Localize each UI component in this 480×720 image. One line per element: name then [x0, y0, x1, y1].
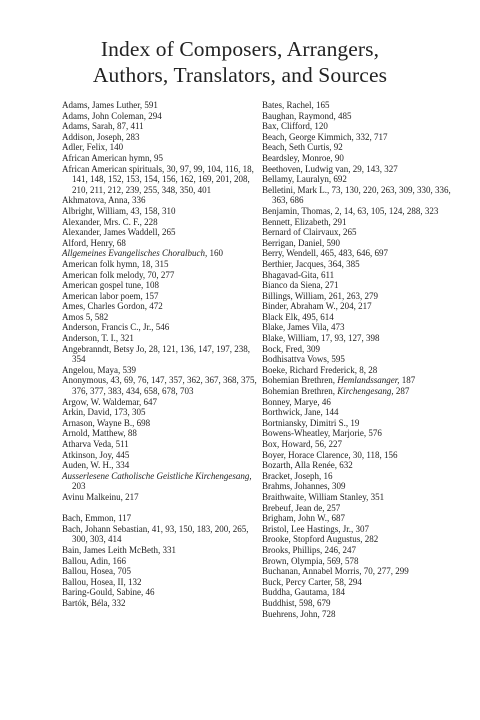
index-entry [262, 534, 460, 545]
entry-text: 287 [393, 386, 410, 397]
index-entry [262, 174, 460, 185]
index-entry [62, 556, 260, 567]
entry-text: American gospel tune, 108 [62, 280, 159, 291]
index-entry [262, 407, 460, 418]
index-entry [62, 312, 260, 323]
index-entry [262, 270, 460, 281]
entry-text: Binder, Abraham W., 204, 217 [262, 301, 372, 312]
entry-text: Brigham, John W., 687 [262, 513, 346, 524]
entry-text: Brebeuf, Jean de, 257 [262, 502, 341, 513]
index-entry [262, 365, 460, 376]
index-entry [62, 100, 260, 111]
index-entry [62, 492, 260, 503]
entry-text: Billings, William, 261, 263, 279 [262, 290, 378, 301]
entry-text: Buehrens, John, 728 [262, 608, 336, 619]
index-entry [62, 407, 260, 418]
entry-text: Adler, Felix, 140 [62, 142, 124, 153]
index-entry [262, 301, 460, 312]
index-entry [62, 195, 260, 206]
entry-text: Borthwick, Jane, 144 [262, 407, 339, 418]
index-entry [62, 577, 260, 588]
index-entry [62, 153, 260, 164]
index-entry [262, 280, 460, 291]
entry-text: Bain, James Leith McBeth, 331 [62, 544, 176, 555]
index-entry [262, 513, 460, 524]
entry-text: American folk melody, 70, 277 [62, 269, 175, 280]
index-entry [262, 375, 460, 386]
entry-text: Buddhist, 598, 679 [262, 597, 331, 608]
title-line-1: Index of Composers, Arrangers, [100, 37, 380, 61]
entry-text: Bartók, Béla, 332 [62, 597, 126, 608]
entry-text: Berthier, Jacques, 364, 385 [262, 258, 360, 269]
entry-text: Arnason, Wayne B., 698 [62, 417, 151, 428]
entry-text: American folk hymn, 18, 315 [62, 258, 169, 269]
index-entry [62, 439, 260, 450]
entry-text: Anonymous, 43, 69, 76, 147, 357, 362, 367, 368, 375, 376, 377, 383, 434, 658, 678, 703 [62, 375, 257, 397]
title-line-2: Authors, Translators, and Sources [92, 63, 388, 87]
entry-text: Buddha, Gautama, 184 [262, 587, 345, 598]
entry-text: Beethoven, Ludwig van, 29, 143, 327 [262, 163, 398, 174]
entry-text: Ballou, Adin, 166 [62, 555, 127, 566]
entry-text: Buchanan, Annabel Morris, 70, 277, 299 [262, 566, 409, 577]
index-entry [62, 450, 260, 461]
index-entry [262, 132, 460, 143]
entry-text: Ballou, Hosea, 705 [62, 566, 131, 577]
entry-text: Ames, Charles Gordon, 472 [62, 301, 163, 312]
entry-text: Arnold, Matthew, 88 [62, 428, 137, 439]
entry-text: Alexander, Mrs. C. F., 228 [62, 216, 158, 227]
index-entry [262, 556, 460, 567]
index-entry [62, 344, 260, 365]
index-entry [262, 386, 460, 397]
index-entry [62, 524, 260, 545]
index-entry [262, 142, 460, 153]
entry-text: Adams, John Coleman, 294 [62, 110, 162, 121]
entry-text: Bohemian Brethren, [262, 386, 338, 397]
index-column-right [262, 100, 460, 619]
entry-text: Bach, Johann Sebastian, 41, 93, 150, 183, 200, 265, 300, 303, 414 [62, 523, 249, 545]
index-entry [262, 153, 460, 164]
entry-text: Alford, Henry, 68 [62, 237, 126, 248]
index-entry [262, 322, 460, 333]
index-entry [62, 428, 260, 439]
entry-text: Braithwaite, William Stanley, 351 [262, 491, 385, 502]
index-entry [62, 280, 260, 291]
entry-text: Bellamy, Lauralyn, 692 [262, 174, 347, 185]
entry-text: Bernard of Clairvaux, 265 [262, 227, 357, 238]
index-entry [62, 132, 260, 143]
entry-text: Beach, George Kimmich, 332, 717 [262, 131, 388, 142]
index-entry [62, 121, 260, 132]
entry-text: Albright, William, 43, 158, 310 [62, 205, 176, 216]
index-entry [62, 142, 260, 153]
entry-source-title: Kirchengesang, [337, 386, 394, 397]
entry-text: 187 [399, 375, 416, 386]
entry-text: Boyer, Horace Clarence, 30, 118, 156 [262, 449, 398, 460]
index-entry [262, 111, 460, 122]
index-entry [262, 238, 460, 249]
index-entry [262, 471, 460, 482]
entry-text: Arkin, David, 173, 305 [62, 407, 146, 418]
entry-text: Beardsley, Monroe, 90 [262, 152, 344, 163]
entry-text: Bozarth, Alla Renée, 632 [262, 460, 353, 471]
index-entry [262, 206, 460, 217]
entry-text: Brooks, Phillips, 246, 247 [262, 544, 357, 555]
entry-text: Ballou, Hosea, II, 132 [62, 576, 142, 587]
entry-text: Adams, James Luther, 591 [62, 100, 158, 110]
entry-text: Bodhisattva Vows, 595 [262, 354, 345, 365]
entry-text: Berry, Wendell, 465, 483, 646, 697 [262, 248, 389, 259]
entry-text: Berrigan, Daniel, 590 [262, 237, 340, 248]
entry-text: Blake, James Vila, 473 [262, 322, 345, 333]
index-entry [62, 111, 260, 122]
index-entry [62, 227, 260, 238]
index-entry [62, 217, 260, 228]
index-entry [62, 471, 260, 492]
index-entry [262, 185, 460, 206]
index-entry [62, 418, 260, 429]
page-title [40, 36, 440, 88]
entry-text: Bristol, Lee Hastings, Jr., 307 [262, 523, 369, 534]
index-entry [262, 164, 460, 175]
entry-text: 203 [72, 481, 86, 492]
index-entry [62, 375, 260, 396]
index-entry [262, 503, 460, 514]
index-entry [62, 164, 260, 196]
entry-text: Bach, Emmon, 117 [62, 513, 132, 524]
index-entry [262, 259, 460, 270]
entry-text: Baring-Gould, Sabine, 46 [62, 587, 155, 598]
entry-text: Atkinson, Joy, 445 [62, 449, 130, 460]
entry-text: Bracket, Joseph, 16 [262, 470, 333, 481]
entry-text: Brown, Olympia, 569, 578 [262, 555, 359, 566]
entry-text: Anderson, Francis C., Jr., 546 [62, 322, 170, 333]
entry-text: Adams, Sarah, 87, 411 [62, 121, 144, 132]
index-entry [262, 354, 460, 365]
entry-text: Alexander, James Waddell, 265 [62, 227, 176, 238]
entry-text: Benjamin, Thomas, 2, 14, 63, 105, 124, 288, 323 [262, 205, 439, 216]
index-entry [262, 587, 460, 598]
index-entry [62, 460, 260, 471]
index-entry [262, 344, 460, 355]
entry-text: Bennett, Elizabeth, 291 [262, 216, 347, 227]
entry-text: Bianco da Siena, 271 [262, 280, 339, 291]
entry-text: American labor poem, 157 [62, 290, 159, 301]
index-entry [62, 566, 260, 577]
index-entry [62, 291, 260, 302]
entry-text: Brooke, Stopford Augustus, 282 [262, 534, 379, 545]
index-entry [262, 418, 460, 429]
index-entry [62, 259, 260, 270]
index-entry [262, 397, 460, 408]
entry-text: Box, Howard, 56, 227 [262, 439, 342, 449]
entry-text: Bonney, Marye, 46 [262, 396, 331, 407]
entry-text: Boeke, Richard Frederick, 8, 28 [262, 364, 378, 375]
index-entry [62, 301, 260, 312]
entry-text: Buck, Percy Carter, 58, 294 [262, 576, 362, 587]
index-entry [262, 333, 460, 344]
entry-text: Addison, Joseph, 283 [62, 131, 140, 142]
index-entry [262, 524, 460, 535]
index-entry [262, 121, 460, 132]
index-entry [62, 397, 260, 408]
entry-source-title: Ausserlesene Catholische Geistliche Kirchengesang, [62, 470, 252, 481]
index-entry [62, 365, 260, 376]
index-entry [62, 238, 260, 249]
index-entry [262, 248, 460, 259]
index-entry [262, 312, 460, 323]
entry-source-title: Hemlandssanger, [337, 375, 400, 386]
entry-text: Blake, William, 17, 93, 127, 398 [262, 333, 380, 344]
entry-text: Amos 5, 582 [62, 311, 109, 322]
index-entry [62, 322, 260, 333]
index-entry [262, 460, 460, 471]
entry-text: Bowens-Wheatley, Marjorie, 576 [262, 428, 382, 439]
index-entry [62, 270, 260, 281]
index-column-left [62, 100, 260, 609]
entry-text: Belletini, Mark L., 73, 130, 220, 263, 309, 330, 336, 363, 686 [262, 184, 451, 206]
entry-text: Auden, W. H., 334 [62, 460, 130, 471]
index-entry [262, 598, 460, 609]
index-entry [262, 100, 460, 111]
index-entry [262, 481, 460, 492]
entry-text: Anderson, T. I., 321 [62, 333, 134, 344]
entry-text: Argow, W. Waldemar, 647 [62, 396, 157, 407]
index-entry [62, 333, 260, 344]
entry-text: Brahms, Johannes, 309 [262, 481, 346, 492]
index-entry [62, 206, 260, 217]
entry-text: Bohemian Brethren, [262, 375, 338, 386]
entry-text: Bax, Clifford, 120 [262, 121, 328, 132]
index-entry [62, 248, 260, 259]
index-entry [262, 217, 460, 228]
index-entry [262, 428, 460, 439]
index-entry [262, 609, 460, 620]
entry-text: Atharva Veda, 511 [62, 439, 129, 449]
entry-text: Angebranndt, Betsy Jo, 28, 121, 136, 147, 197, 238, 354 [62, 343, 250, 365]
entry-text: Bock, Fred, 309 [262, 343, 320, 354]
entry-text: 160 [207, 248, 223, 259]
index-entry [262, 291, 460, 302]
entry-text: Bortniansky, Dimitri S., 19 [262, 417, 360, 428]
index-entry [62, 587, 260, 598]
index-entry [262, 577, 460, 588]
entry-text: African American spirituals, 30, 97, 99, 104, 116, 18, 141, 148, 152, 153, 154, 156, 162, 169, 201, 208, 210, 211, 212, 239, 255, 348, 350, 401 [62, 163, 254, 195]
entry-text: Black Elk, 495, 614 [262, 311, 334, 322]
entry-text: Bhagavad-Gita, 611 [262, 269, 335, 280]
entry-text: Avinu Malkeinu, 217 [62, 491, 139, 502]
entry-text: Akhmatova, Anna, 336 [62, 195, 146, 206]
index-entry [62, 545, 260, 556]
entry-text: Bates, Rachel, 165 [262, 100, 330, 110]
index-entry [62, 598, 260, 609]
index-entry [262, 450, 460, 461]
index-entry [262, 566, 460, 577]
entry-source-title: Allgemeines Evangelisches Choralbuch, [62, 248, 208, 259]
entry-text: Beach, Seth Curtis, 92 [262, 142, 343, 153]
index-entry [262, 545, 460, 556]
index-entry [262, 227, 460, 238]
entry-text: Angelou, Maya, 539 [62, 364, 136, 375]
entry-text: African American hymn, 95 [62, 152, 163, 163]
index-entry [262, 492, 460, 503]
entry-text: Baughan, Raymond, 485 [262, 110, 352, 121]
index-entry [62, 513, 260, 524]
index-entry [262, 439, 460, 450]
